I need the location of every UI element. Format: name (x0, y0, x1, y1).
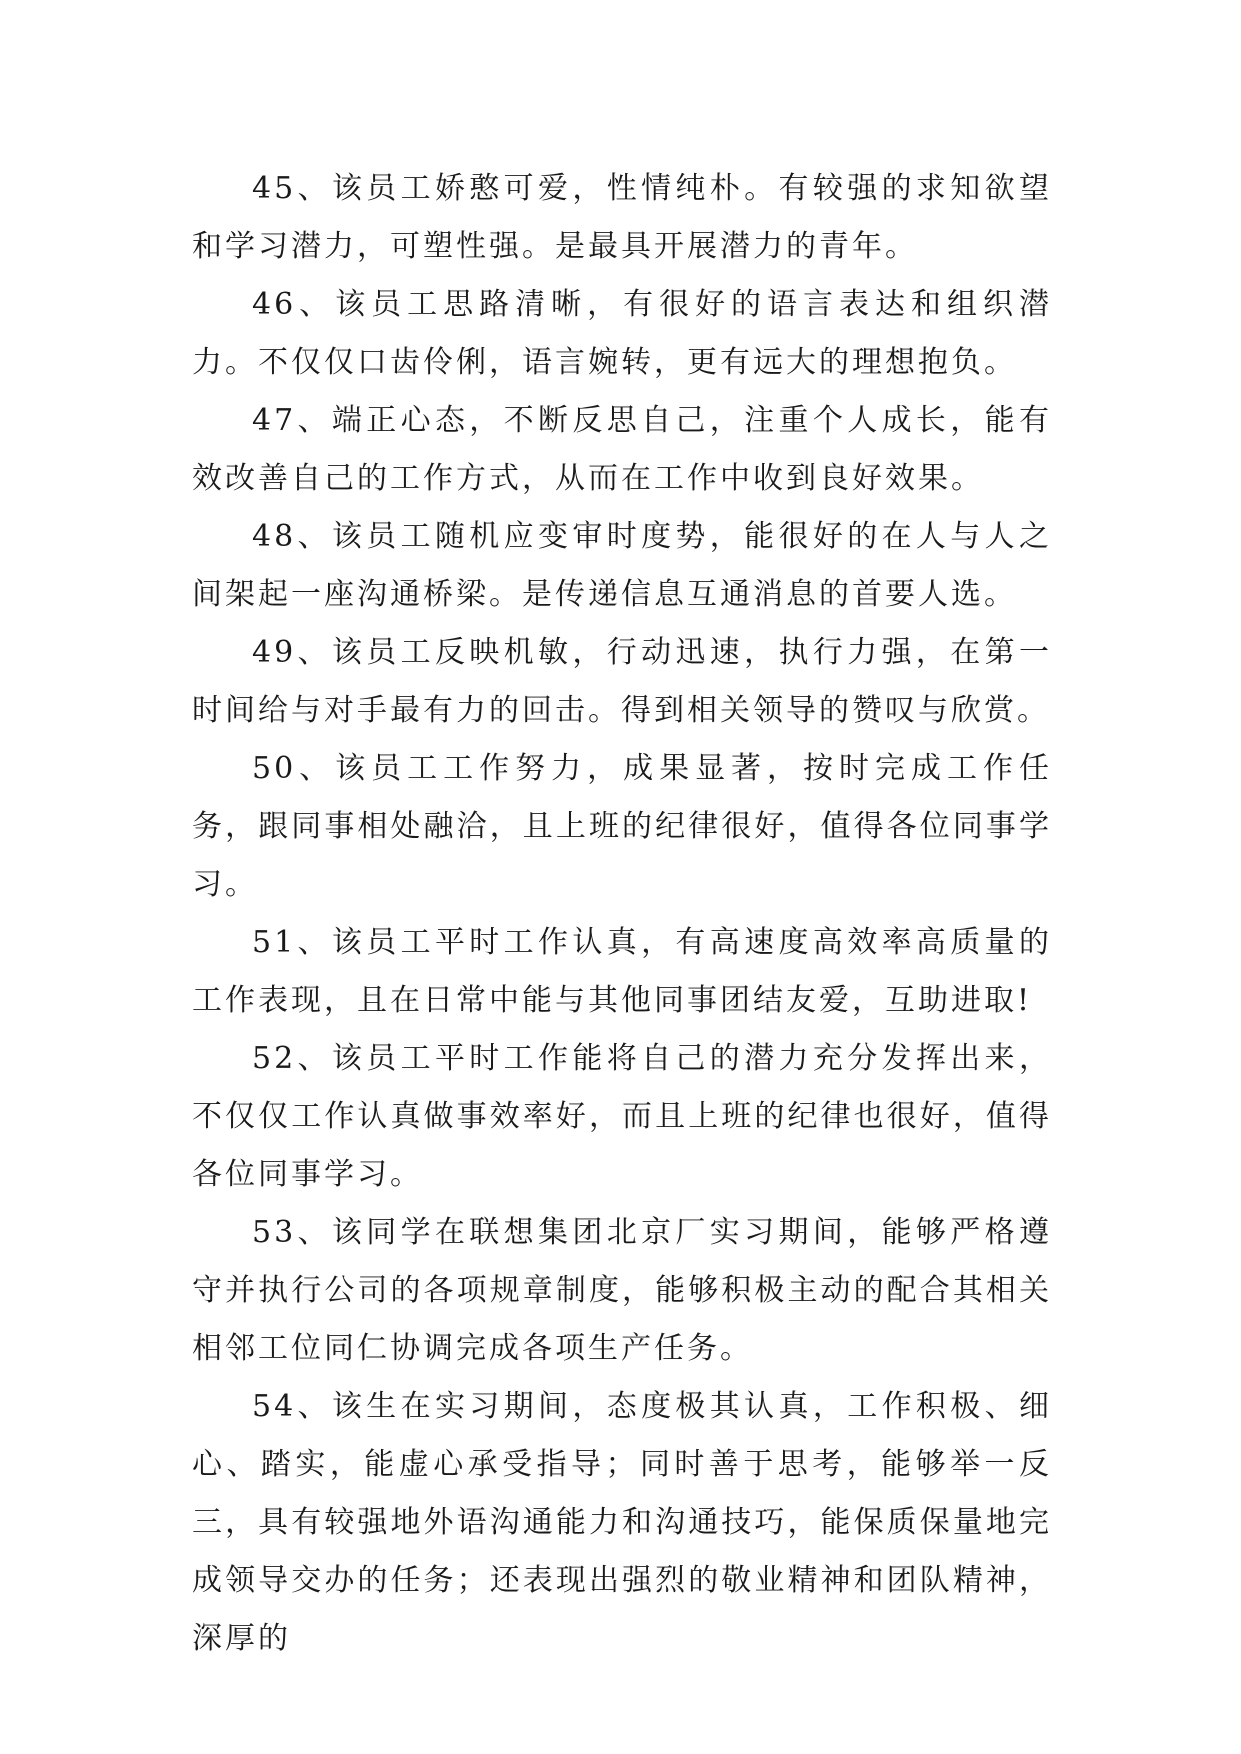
paragraph-45: 45、该员工娇憨可爱，性情纯朴。有较强的求知欲望和学习潜力，可塑性强。是最具开展潜力的青年。 (192, 171, 1052, 264)
paragraph-46: 46、该员工思路清晰，有很好的语言表达和组织潜力。不仅仅口齿伶俐，语言婉转，更有远大的理想抱负。 (192, 287, 1052, 380)
paragraph-53: 53、该同学在联想集团北京厂实习期间，能够严格遵守并执行公司的各项规章制度，能够积极主动的配合其相关相邻工位同仁协调完成各项生产任务。 (192, 1215, 1052, 1366)
paragraph-47: 47、端正心态，不断反思自己，注重个人成长，能有效改善自己的工作方式，从而在工作中收到良好效果。 (192, 403, 1052, 496)
document-body (192, 160, 1052, 1668)
paragraph-48: 48、该员工随机应变审时度势，能很好的在人与人之间架起一座沟通桥梁。是传递信息互通消息的首要人选。 (192, 519, 1052, 612)
paragraph-51: 51、该员工平时工作认真，有高速度高效率高质量的工作表现，且在日常中能与其他同事团结友爱，互助进取! (192, 925, 1052, 1018)
paragraph-49: 49、该员工反映机敏，行动迅速，执行力强，在第一时间给与对手最有力的回击。得到相关领导的赞叹与欣赏。 (192, 635, 1052, 728)
paragraph-50: 50、该员工工作努力，成果显著，按时完成工作任务，跟同事相处融洽，且上班的纪律很好，值得各位同事学习。 (192, 751, 1052, 902)
paragraph-52: 52、该员工平时工作能将自己的潜力充分发挥出来，不仅仅工作认真做事效率好，而且上班的纪律也很好，值得各位同事学习。 (192, 1041, 1052, 1192)
paragraph-54: 54、该生在实习期间，态度极其认真，工作积极、细心、踏实，能虚心承受指导；同时善于思考，能够举一反三，具有较强地外语沟通能力和沟通技巧，能保质保量地完成领导交办的任务；还表现出强烈的敬业精神和团队精神，深厚的 (192, 1389, 1052, 1656)
